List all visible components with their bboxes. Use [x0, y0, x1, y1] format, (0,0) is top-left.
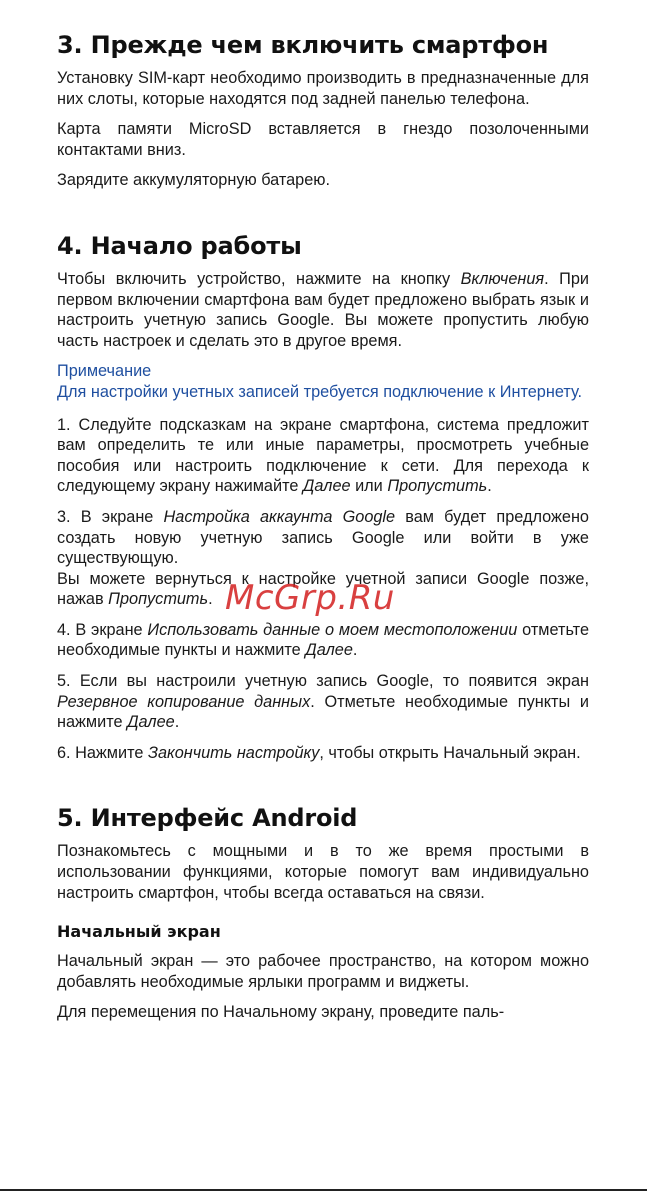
- sim-install-paragraph: Установку SIM-карт необходимо производить в предназначенные для них слоты, которые находятся под задней панелью телефона.: [57, 69, 589, 108]
- text-run: .: [208, 590, 213, 609]
- google-account-setup-term: Настройка аккаунта Google: [163, 507, 396, 526]
- text-run: 1. Следуйте подсказкам на экране смартфона, система предложит вам определить те или иные параметры, просмотреть учебные пособия или настроить подключение к сети. Для перехода к следующему экрану нажимайте: [57, 415, 589, 496]
- text-run: .: [174, 713, 180, 732]
- note-title: Примечание: [57, 362, 152, 381]
- step-4-paragraph: [57, 620, 589, 661]
- text-run: .: [487, 477, 492, 496]
- text-run: .: [352, 641, 358, 660]
- text-run: 6. Нажмите: [57, 743, 148, 762]
- power-on-paragraph: [57, 269, 589, 351]
- microsd-paragraph: Карта памяти MicroSD вставляется в гнездо позолоченными контактами вниз.: [57, 120, 589, 159]
- note-block: [57, 361, 589, 402]
- home-screen-paragraph: Начальный экран — это рабочее пространство, на котором можно добавлять необходимые ярлыки программ и виджеты.: [57, 952, 589, 991]
- next-term: Далее: [305, 641, 353, 660]
- home-screen-navigation-paragraph: Для перемещения по Начальному экрану, проведите паль-: [57, 1003, 505, 1022]
- section-5-heading: 5. Интерфейс Android: [57, 804, 358, 833]
- manual-page: [57, 28, 589, 1033]
- backup-term: Резервное копирование данных: [57, 692, 311, 711]
- finish-setup-term: Закончить настройку: [147, 743, 320, 762]
- text-run: , чтобы открыть Начальный экран.: [319, 743, 581, 762]
- skip-term: Пропустить: [108, 590, 209, 609]
- section-before-power-on: [57, 28, 589, 191]
- text-run: 5. Если вы настроили учетную запись Google, то появится экран: [57, 672, 589, 691]
- location-data-term: Использовать данные о моем местоположении: [147, 620, 518, 639]
- text-run: вам будет предложено создать новую учетную запись Google или войти в уже существующую.: [57, 507, 589, 568]
- text-run: 4. В экране: [57, 620, 148, 639]
- text-run: . Отметьте необходимые пункты и нажмите: [57, 692, 589, 732]
- charge-paragraph: Зарядите аккумуляторную батарею.: [57, 171, 331, 190]
- text-run: отметьте необходимые пункты и нажмите: [57, 620, 589, 660]
- text-run: Вы можете вернуться к настройке учетной записи Google позже, нажав: [57, 569, 589, 609]
- text-run: или: [350, 477, 388, 496]
- section-android-interface: [57, 801, 589, 1023]
- next-term: Далее: [127, 713, 175, 732]
- step-5-paragraph: [57, 671, 589, 733]
- text-run: Чтобы включить устройство, нажмите на кнопку: [57, 269, 461, 288]
- section-4-heading: 4. Начало работы: [57, 231, 302, 260]
- section-3-heading: 3. Прежде чем включить смартфон: [57, 31, 549, 59]
- text-run: . При первом включении смартфона вам будет предложено выбрать язык и настроить учетную запись Google. Вы можете пропустить любую часть настроек и сделать это в другое время.: [57, 269, 589, 350]
- page-bottom-rule: [0, 1189, 647, 1191]
- watermark-logo: McGrp.Ru: [225, 578, 395, 618]
- home-screen-subheading: Начальный экран: [57, 922, 221, 942]
- step-3-paragraph: [57, 507, 589, 569]
- skip-term: Пропустить: [387, 477, 488, 496]
- step-3-later-paragraph: [57, 569, 589, 610]
- text-run: 3. В экране: [57, 507, 164, 526]
- interface-intro-paragraph: Познакомьтесь с мощными и в то же время простыми в использовании функциями, которые помогут вам индивидуально настроить смартфон, чтобы всегда оставаться на связи.: [57, 842, 589, 902]
- step-6-paragraph: [57, 743, 589, 764]
- power-button-term: Включения: [460, 269, 545, 288]
- step-1-paragraph: [57, 415, 589, 497]
- next-term: Далее: [302, 477, 351, 496]
- note-text: Для настройки учетных записей требуется подключение к Интернету.: [57, 382, 583, 401]
- section-getting-started: [57, 229, 589, 763]
